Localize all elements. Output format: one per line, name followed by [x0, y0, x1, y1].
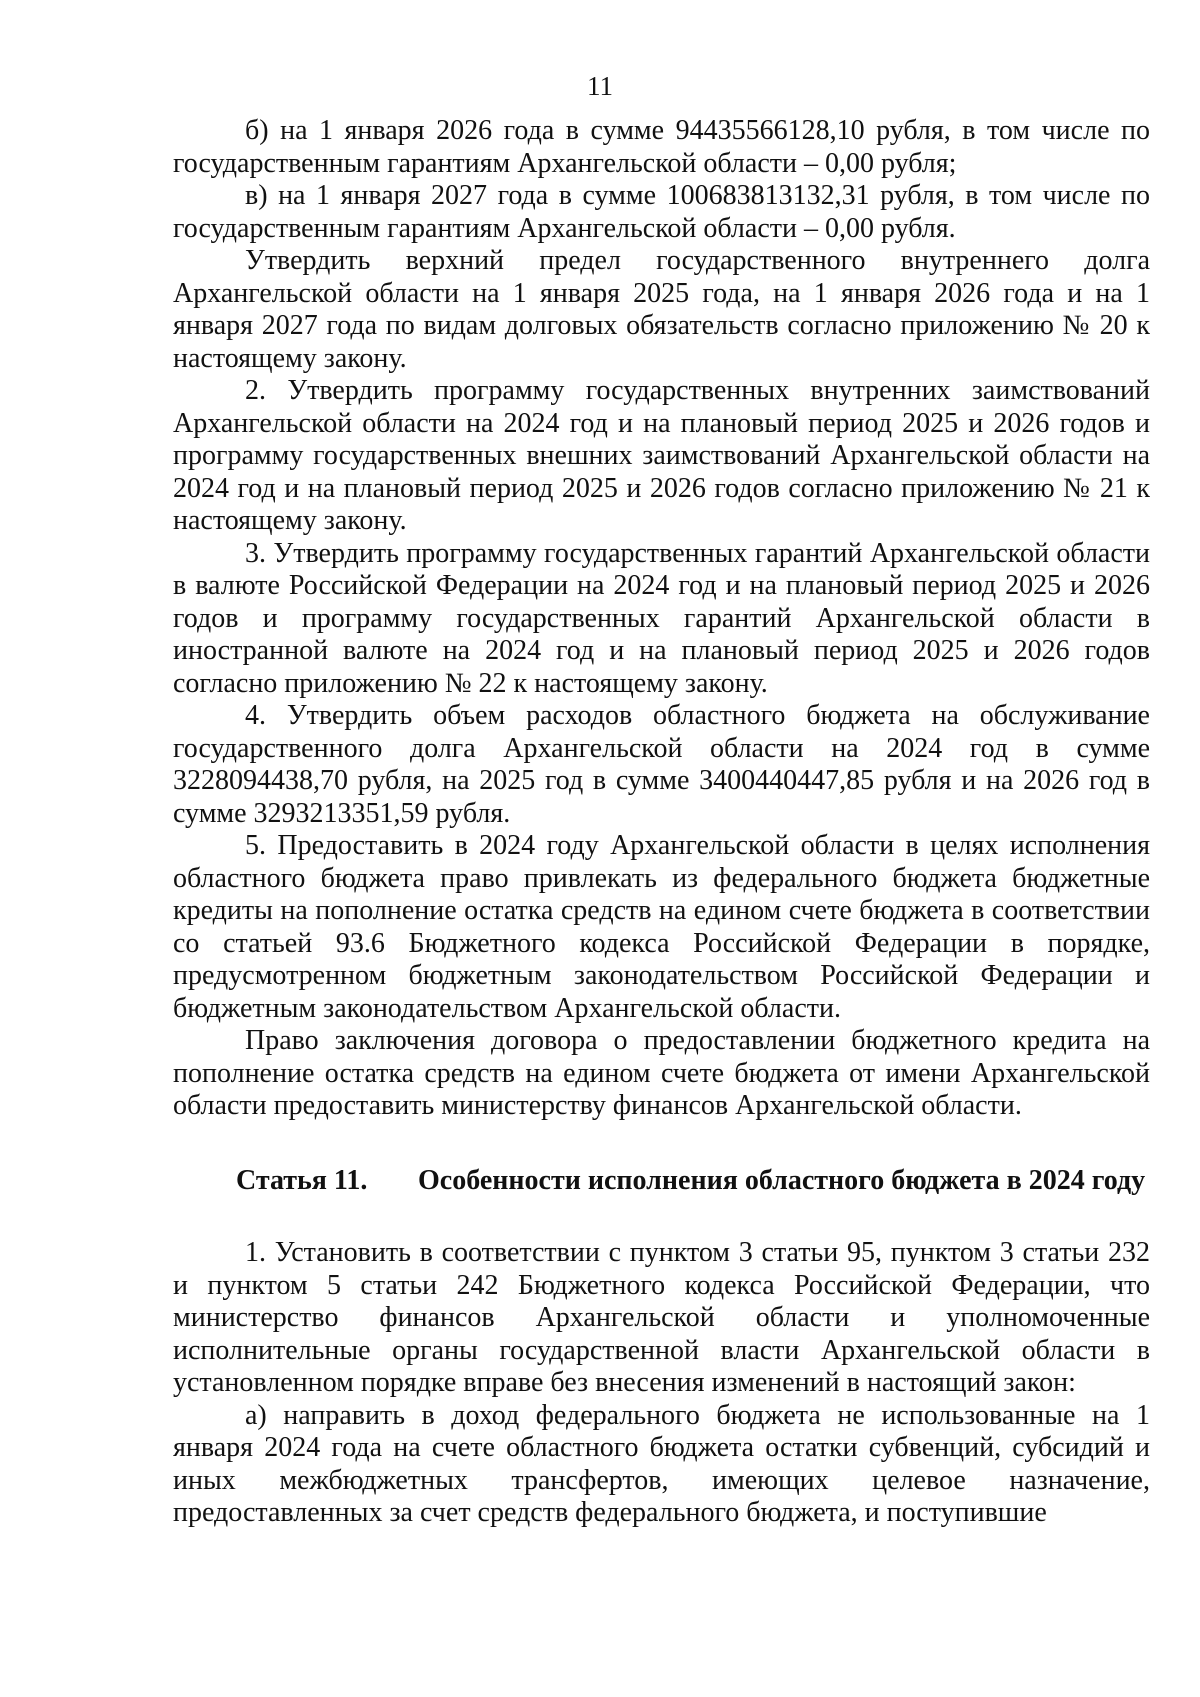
paragraph: 3. Утвердить программу государственных гарантий Архангельской области в валюте Российской Федерации на 2024 год и на плановый период 2025 и 2026 годов и программу государственных гарантий Архангельской области в иностранной валюте на 2024 год и на плановый период 2025 и 2026 годов согласно приложению № 22 к настоящему закону. [173, 537, 1150, 699]
paragraph: в) на 1 января 2027 года в сумме 100683813132,31 рубля, в том числе по государственным гарантиям Архангельской области – 0,00 рубля. [173, 180, 1150, 244]
paragraph: б) на 1 января 2026 года в сумме 94435566128,10 рубля, в том числе по государственным гарантиям Архангельской области – 0,00 рубля; [173, 115, 1150, 179]
article-title: Особенности исполнения областного бюджета в 2024 году [418, 1164, 1146, 1196]
page-number: 11 [587, 71, 613, 101]
paragraph: а) направить в доход федерального бюджета не использованные на 1 января 2024 года на счете областного бюджета остатки субвенций, субсидий и иных межбюджетных трансфертов, имеющих целевое назначение, предоставленных за счет средств федерального бюджета, и поступившие [173, 1399, 1150, 1528]
paragraph: 5. Предоставить в 2024 году Архангельской области в целях исполнения областного бюджета право привлекать из федерального бюджета бюджетные кредиты на пополнение остатка средств на едином счете бюджета в соответствии со статьей 93.6 Бюджетного кодекса Российской Федерации в порядке, предусмотренном бюджетным законодательством Российской Федерации и бюджетным законодательством Архангельской области. [173, 830, 1150, 1024]
paragraph: Утвердить верхний предел государственного внутреннего долга Архангельской области на 1 января 2025 года, на 1 января 2026 года и на 1 января 2027 года по видам долговых обязательств согласно приложению № 20 к настоящему закону. [173, 245, 1150, 374]
article-heading [173, 1165, 1150, 1198]
paragraph: Право заключения договора о предоставлении бюджетного кредита на пополнение остатка средств на едином счете бюджета от имени Архангельской области предоставить министерству финансов Архангельской области. [173, 1025, 1150, 1121]
document-body [173, 115, 1150, 1530]
article-number: Статья 11. [236, 1164, 368, 1196]
paragraph: 2. Утвердить программу государственных внутренних заимствований Архангельской области на 2024 год и на плановый период 2025 и 2026 годов и программу государственных внешних заимствований Архангельской области на 2024 год и на плановый период 2025 и 2026 годов согласно приложению № 21 к настоящему закону. [173, 375, 1150, 536]
paragraph: 4. Утвердить объем расходов областного бюджета на обслуживание государственного долга Архангельской области на 2024 год в сумме 3228094438,70 рубля, на 2025 год в сумме 3400440447,85 рубля и на 2026 год в сумме 3293213351,59 рубля. [173, 700, 1150, 829]
paragraph: 1. Установить в соответствии с пунктом 3 статьи 95, пунктом 3 статьи 232 и пунктом 5 статьи 242 Бюджетного кодекса Российской Федерации, что министерство финансов Архангельской области и уполномоченные исполнительные органы государственной власти Архангельской области в установленном порядке вправе без внесения изменений в настоящий закон: [173, 1237, 1150, 1398]
